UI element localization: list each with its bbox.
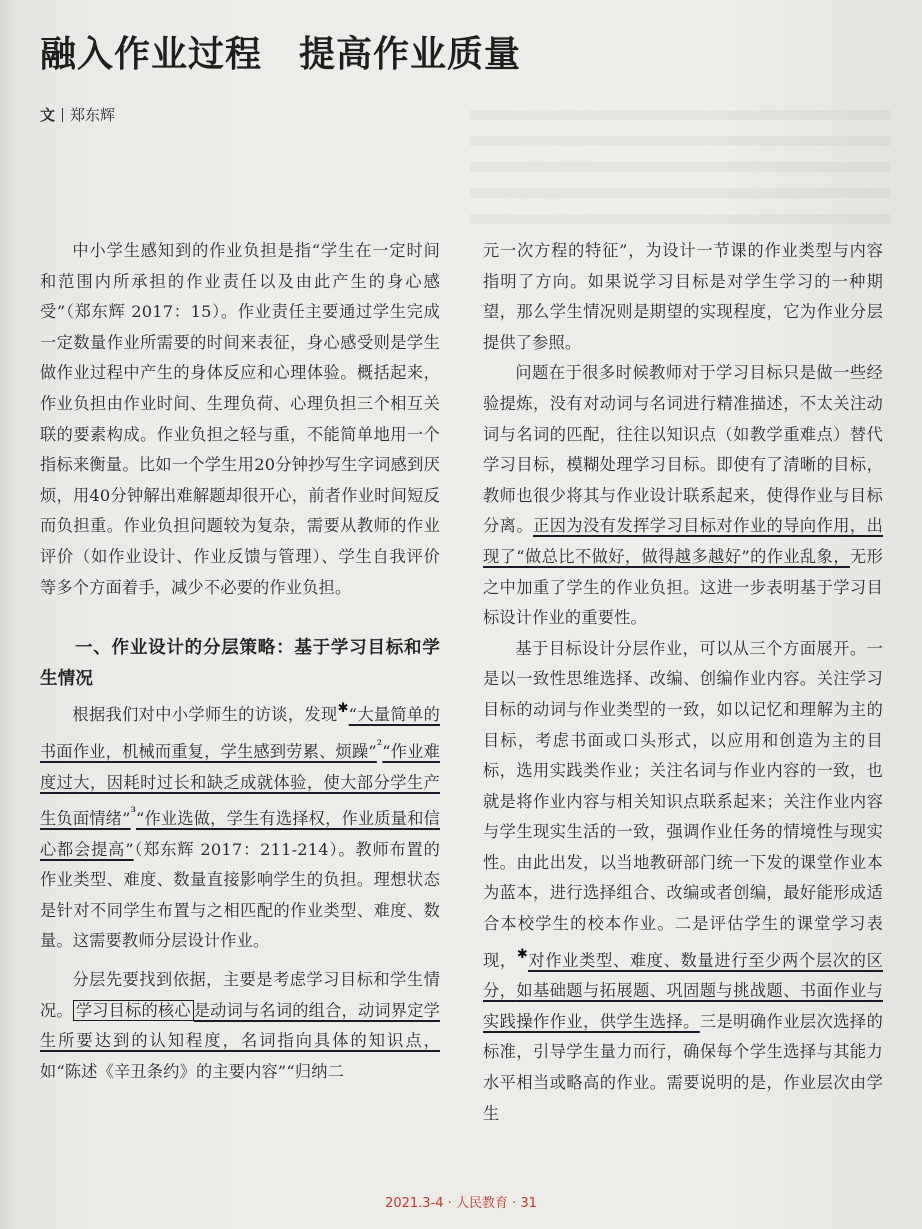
underlined-phrase-right-2: 如基础题与拓展题、巩固题与挑战题、书面作业与实践操作作业，供学生选择。 xyxy=(483,981,883,1031)
author-name: 郑东辉 xyxy=(70,106,116,124)
underlined-phrase-1: 是动词与名词的组合， xyxy=(193,1000,358,1020)
rp3-intro: 基于目标设计分层作业，可以从三个方面展开。一是以一致性思维选择、改编、创编作业内容。关注学习目标的动词与作业类型的一致，如以记忆和理解为主的目标，考虑书面或口头形式，以应用和创造为主的目标，选用实践类作业；关注名词与作业内容的一致，也就是将作业内容与相关知识点联系起来；关注作业内容与学生现实生活的一致，强调作业任务的情境性与现实性。由此出发，以当地教研部门统一下发的课堂作业本为蓝本，进行选择组合、改编或者创编，最好能形成适合本校学生的校本作业。二是评估学生的课堂学习表现， xyxy=(483,638,883,970)
page-footer: 2021.3-4 · 人民教育 · 31 xyxy=(385,1196,537,1211)
byline-divider xyxy=(62,108,63,122)
left-paragraph-1: 中小学生感知到的作业负担是指“学生在一定时间和范围内所承担的作业责任以及由此产生的身心感受”（郑东辉 2017：15）。作业责任主要通过学生完成一定数量作业所需要的时间来表征，身心感受则是学生做作业过程中产生的身体反应和心理体验。概括起来，作业负担由作业时间、生理负荷、心理负担三个相互关联的要素构成。作业负担之轻与重，不能简单地用一个指标来衡量。比如一个学生用20分钟抄写生字词感到厌烦，用40分钟解出难解题却很开心，前者作业时间短反而负担重。作业负担问题较为复杂，需要从教师的作业评价（如作业设计、作业反馈与管理）、学生自我评价等多个方面着手，减少不必要的作业负担。 xyxy=(40,241,440,597)
underlined-phrase-3: 名词指向具体的知识点， xyxy=(240,1031,440,1051)
underlined-quote-2: “作业难度过大，因耗时过长和缺乏成就体验，使大部分学生产生负面情绪” xyxy=(40,741,440,829)
pen-mark-icon-2: ³ xyxy=(130,805,136,821)
right-paragraph-3 xyxy=(483,634,883,1130)
rp2-rest: 无形之中加重了学生的作业负担。这进一步表明基于学习目标设计作业的重要性。 xyxy=(483,546,883,628)
p3-rest: 如“陈述《辛丑条约》的主要内容”“归纳二 xyxy=(40,1061,345,1081)
left-paragraph-3 xyxy=(40,965,440,1087)
section-heading: 一、作业设计的分层策略：基于学习目标和学生情况 xyxy=(40,638,440,689)
byline xyxy=(40,104,115,125)
pen-star-icon-right: ✱ xyxy=(516,946,528,962)
underlined-quote-1: “大量简单的书面作业，机械而重复，学生感到劳累、烦躁” xyxy=(40,705,440,761)
byline-label: 文 xyxy=(40,106,56,124)
pen-star-icon: ✱ xyxy=(337,701,349,717)
boxed-phrase: 学习目标的核心 xyxy=(73,1000,194,1021)
rp2-intro: 问题在于很多时候教师对于学习目标只是做一些经验提炼，没有对动词与名词进行精准描述，不太关注动词与名词的匹配，往往以知识点（如教学重难点）替代学习目标，模糊处理学习目标。即使有了清晰的目标，教师也很少将其与作业设计联系起来，使得作业与目标分离。 xyxy=(483,363,883,536)
underlined-phrase-right-1: 对作业类型、难度、数量进行至少两个层次的区分， xyxy=(483,950,883,1001)
p2-rest: （郑东辉 2017：211-214）。教师布置的作业类型、难度、数量直接影响学生的负担。理想状态是针对不同学生布置与之相匹配的作业类型、难度、数量。这需要教师分层设计作业。 xyxy=(40,839,440,951)
show-through-text xyxy=(470,110,890,230)
left-paragraph-2 xyxy=(40,694,440,957)
left-column xyxy=(40,236,440,1087)
section-gap xyxy=(40,603,440,633)
underlined-quote-3: “作业选做，学生有选择权，作业质量和信心都会提高” xyxy=(40,809,440,859)
rp3-rest: 三是明确作业层次选择的标准，引导学生量力而行，确保每个学生选择与其能力水平相当或略高的作业。需要说明的是，作业层次由学生 xyxy=(483,1011,883,1123)
underlined-phrase-2: 动词界定学生所要达到的认知程度， xyxy=(40,1000,441,1051)
right-paragraph-1: 元一次方程的特征”，为设计一节课的作业类型与内容指明了方向。如果说学习目标是对学生学习的一种期望，那么学生情况则是期望的实现程度，它为作业分层提供了参照。 xyxy=(483,241,883,352)
article-title: 融入作业过程 提高作业质量 xyxy=(40,34,522,75)
p3-intro: 分层先要找到依据，主要是考虑学习目标和学生情况。 xyxy=(40,970,440,1020)
p2-intro: 根据我们对中小学师生的访谈，发现 xyxy=(72,705,338,725)
right-paragraph-2 xyxy=(483,358,883,633)
right-column xyxy=(483,236,883,1129)
underlined-sentence: 正因为没有发挥学习目标对作业的导向作用，出现了“做总比不做好，做得越多越好”的作业乱象， xyxy=(483,516,883,566)
pen-mark-icon: ² xyxy=(376,737,383,753)
